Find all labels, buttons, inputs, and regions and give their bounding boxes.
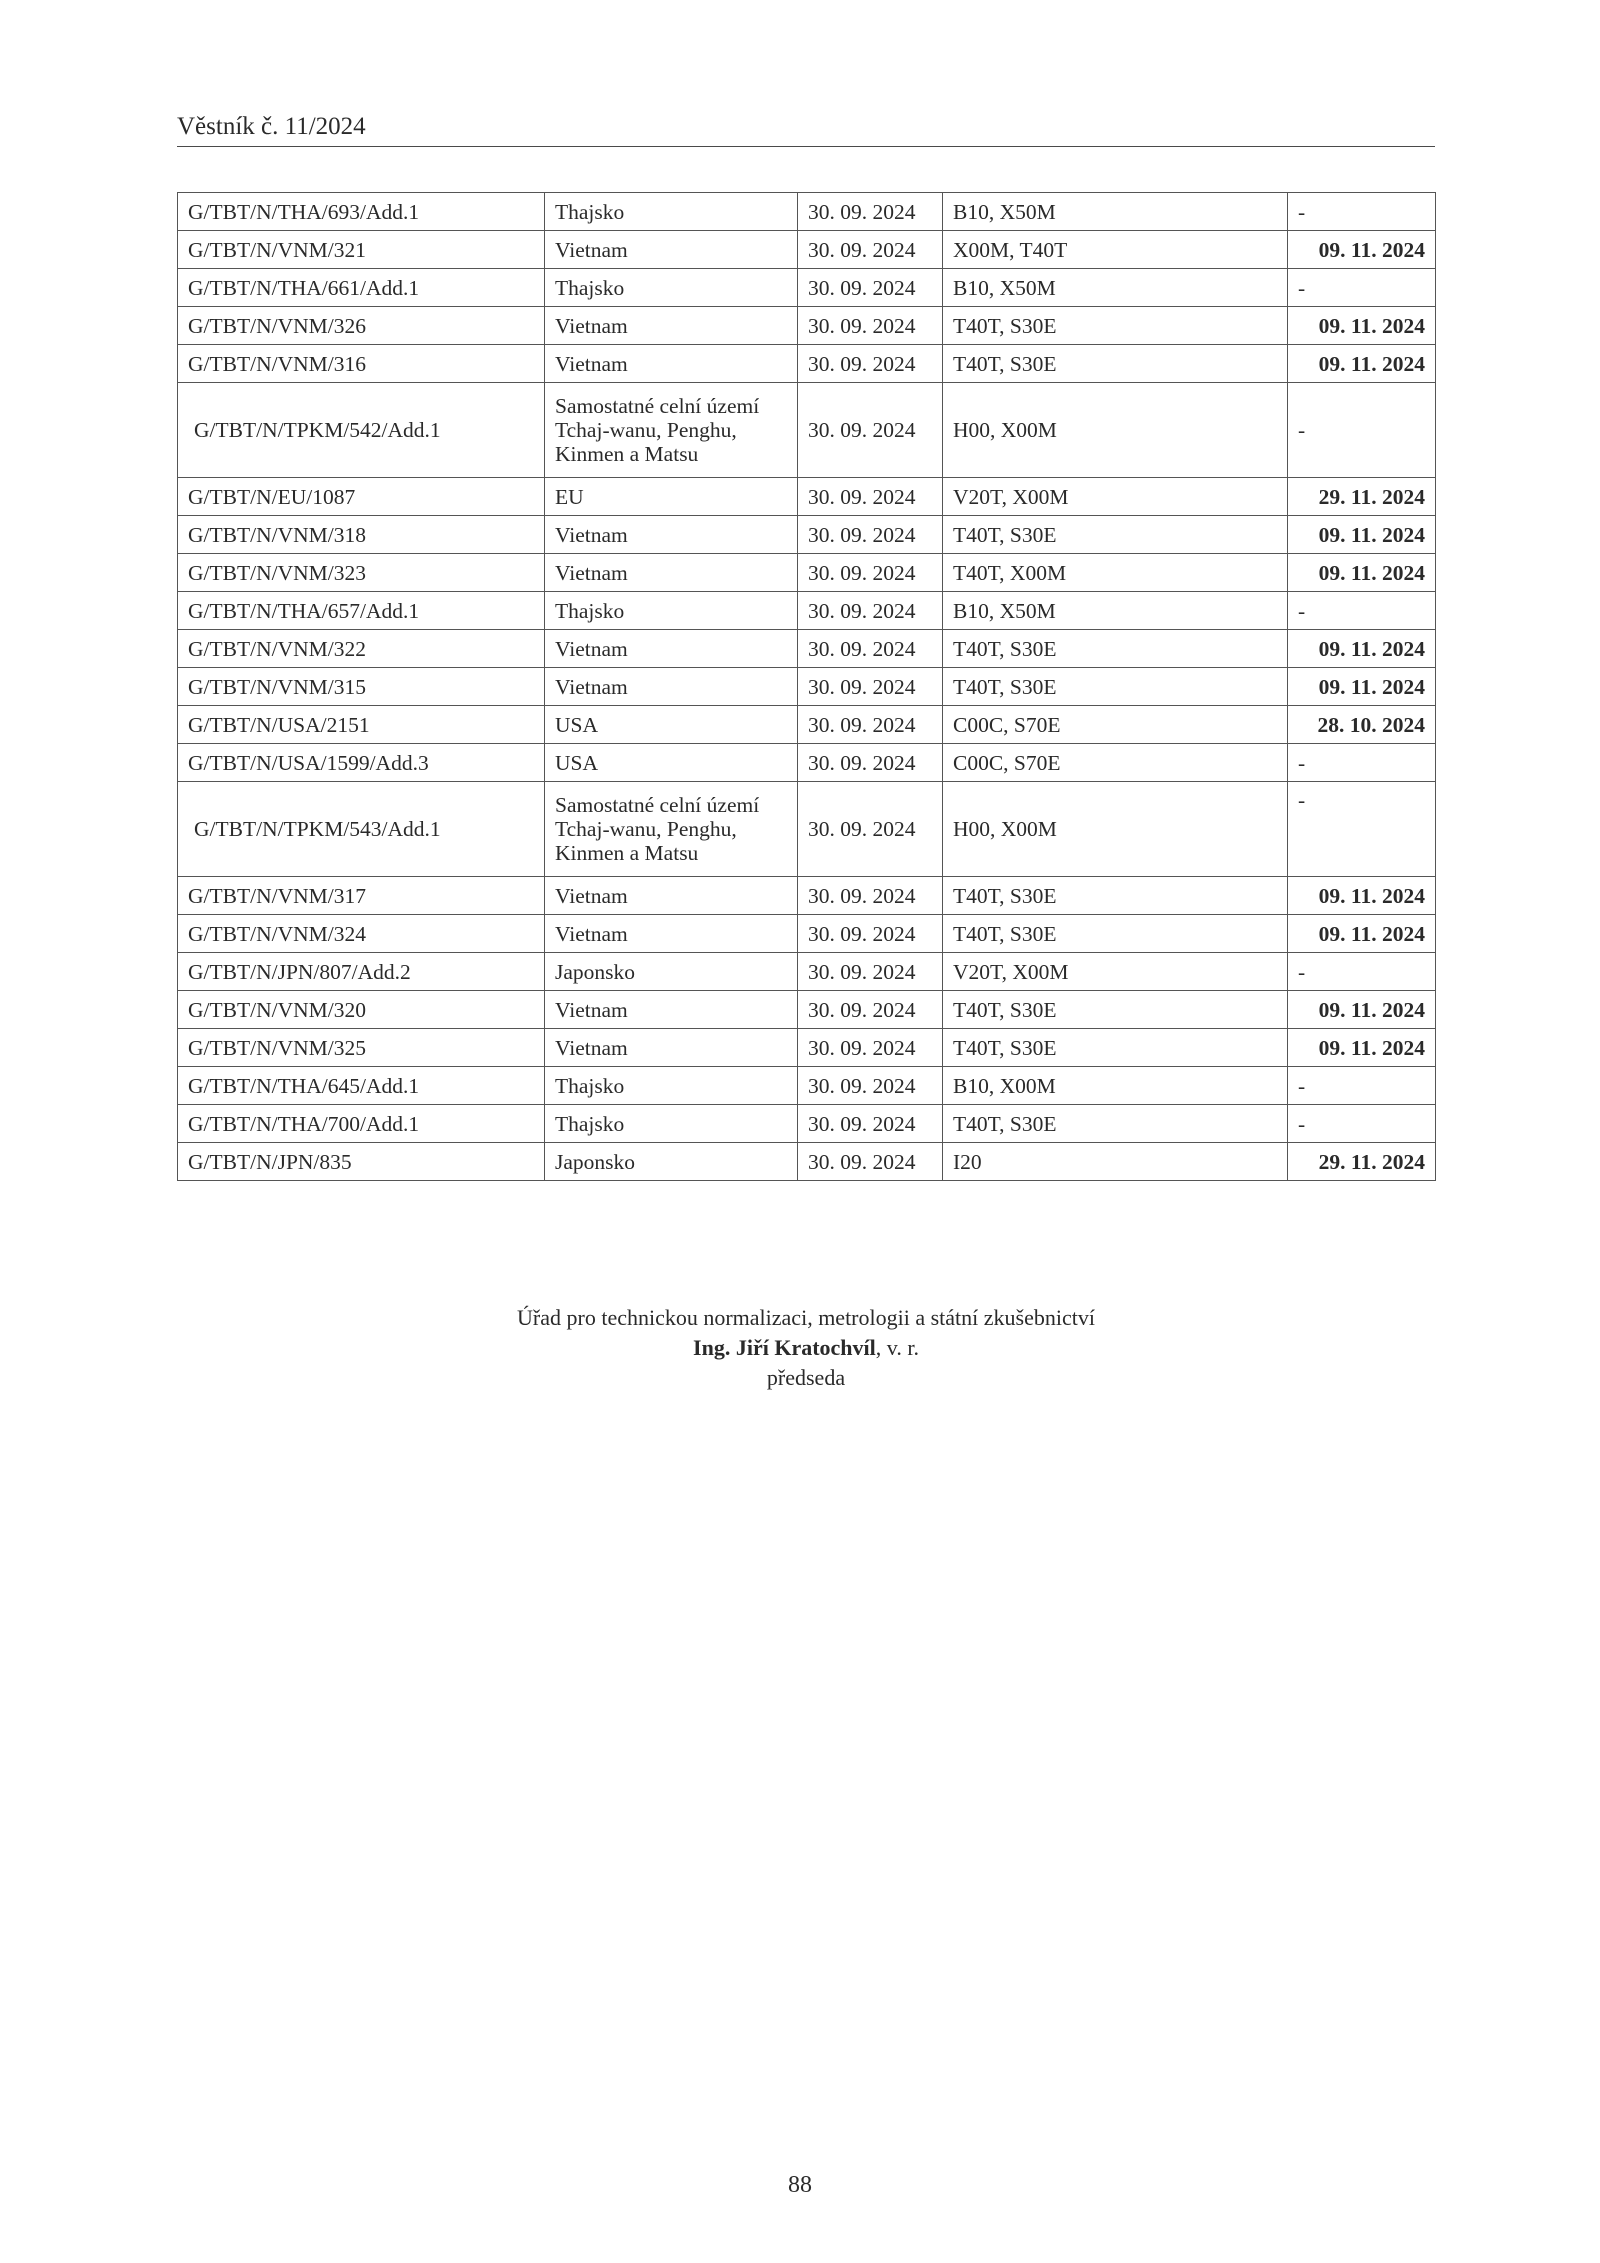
date-cell: 30. 09. 2024 — [798, 953, 943, 991]
ics-code-cell: I20 — [943, 1143, 1288, 1181]
deadline-cell: 28. 10. 2024 — [1288, 706, 1436, 744]
ics-code-cell: T40T, S30E — [943, 630, 1288, 668]
table-row — [178, 478, 1436, 516]
table-row — [178, 744, 1436, 782]
date-cell: 30. 09. 2024 — [798, 516, 943, 554]
ics-code-cell: B10, X00M — [943, 1067, 1288, 1105]
table-row — [178, 345, 1436, 383]
country-cell: Vietnam — [545, 1029, 798, 1067]
signatory-name: Ing. Jiří Kratochvíl — [693, 1335, 876, 1360]
table-row — [178, 1067, 1436, 1105]
deadline-cell: - — [1288, 592, 1436, 630]
office-name: Úřad pro technickou normalizaci, metrologii a státní zkušebnictví — [517, 1305, 1095, 1330]
date-cell: 30. 09. 2024 — [798, 345, 943, 383]
table-row — [178, 307, 1436, 345]
table-row — [178, 706, 1436, 744]
ics-code-cell: T40T, S30E — [943, 668, 1288, 706]
table-row — [178, 383, 1436, 478]
ics-code-cell: T40T, X00M — [943, 554, 1288, 592]
deadline-cell: 09. 11. 2024 — [1288, 516, 1436, 554]
deadline-cell: 09. 11. 2024 — [1288, 991, 1436, 1029]
country-cell: USA — [545, 744, 798, 782]
country-cell: Thajsko — [545, 269, 798, 307]
date-cell: 30. 09. 2024 — [798, 307, 943, 345]
deadline-cell: - — [1288, 744, 1436, 782]
deadline-cell: 09. 11. 2024 — [1288, 1029, 1436, 1067]
ics-code-cell: T40T, S30E — [943, 991, 1288, 1029]
notification-code-cell: G/TBT/N/VNM/316 — [178, 345, 545, 383]
date-cell: 30. 09. 2024 — [798, 668, 943, 706]
ics-code-cell: B10, X50M — [943, 269, 1288, 307]
country-cell: Thajsko — [545, 592, 798, 630]
date-cell: 30. 09. 2024 — [798, 1029, 943, 1067]
table-row — [178, 1029, 1436, 1067]
date-cell: 30. 09. 2024 — [798, 383, 943, 478]
date-cell: 30. 09. 2024 — [798, 193, 943, 231]
deadline-cell: - — [1288, 383, 1436, 478]
date-cell: 30. 09. 2024 — [798, 1067, 943, 1105]
signatory-line — [177, 1333, 1435, 1363]
deadline-cell: 09. 11. 2024 — [1288, 915, 1436, 953]
table-row — [178, 953, 1436, 991]
notification-code-cell: G/TBT/N/VNM/323 — [178, 554, 545, 592]
notification-code-cell: G/TBT/N/USA/2151 — [178, 706, 545, 744]
country-cell: Thajsko — [545, 193, 798, 231]
date-cell: 30. 09. 2024 — [798, 269, 943, 307]
country-cell: Thajsko — [545, 1067, 798, 1105]
table-row — [178, 1143, 1436, 1181]
country-cell: Vietnam — [545, 991, 798, 1029]
deadline-cell: 09. 11. 2024 — [1288, 877, 1436, 915]
ics-code-cell: H00, X00M — [943, 383, 1288, 478]
signatory-suffix: , v. r. — [875, 1335, 919, 1360]
notification-code-cell: G/TBT/N/THA/661/Add.1 — [178, 269, 545, 307]
ics-code-cell: V20T, X00M — [943, 478, 1288, 516]
bulletin-title: Věstník č. 11/2024 — [177, 113, 366, 140]
page-number: 88 — [788, 2172, 812, 2198]
ics-code-cell: C00C, S70E — [943, 706, 1288, 744]
table-row — [178, 592, 1436, 630]
date-cell: 30. 09. 2024 — [798, 1143, 943, 1181]
country-cell: USA — [545, 706, 798, 744]
notification-code-cell: G/TBT/N/VNM/318 — [178, 516, 545, 554]
notification-code-cell: G/TBT/N/THA/693/Add.1 — [178, 193, 545, 231]
ics-code-cell: X00M, T40T — [943, 231, 1288, 269]
date-cell: 30. 09. 2024 — [798, 706, 943, 744]
notification-code-cell: G/TBT/N/THA/657/Add.1 — [178, 592, 545, 630]
deadline-cell: - — [1288, 953, 1436, 991]
country-cell: Vietnam — [545, 877, 798, 915]
notifications-table — [177, 192, 1436, 1181]
table-row — [178, 877, 1436, 915]
notification-code-cell: G/TBT/N/VNM/315 — [178, 668, 545, 706]
table-row — [178, 193, 1436, 231]
country-cell: Vietnam — [545, 915, 798, 953]
notification-code-cell: G/TBT/N/VNM/320 — [178, 991, 545, 1029]
notification-code-cell: G/TBT/N/VNM/326 — [178, 307, 545, 345]
ics-code-cell: T40T, S30E — [943, 915, 1288, 953]
table-row — [178, 516, 1436, 554]
notification-code-cell: G/TBT/N/VNM/321 — [178, 231, 545, 269]
notification-code-cell: G/TBT/N/TPKM/542/Add.1 — [178, 383, 545, 478]
ics-code-cell: B10, X50M — [943, 592, 1288, 630]
date-cell: 30. 09. 2024 — [798, 231, 943, 269]
table-row — [178, 269, 1436, 307]
notification-code-cell: G/TBT/N/VNM/324 — [178, 915, 545, 953]
country-cell: Vietnam — [545, 231, 798, 269]
notification-code-cell: G/TBT/N/USA/1599/Add.3 — [178, 744, 545, 782]
notification-code-cell: G/TBT/N/VNM/317 — [178, 877, 545, 915]
ics-code-cell: B10, X50M — [943, 193, 1288, 231]
table-row — [178, 782, 1436, 877]
deadline-cell: 09. 11. 2024 — [1288, 668, 1436, 706]
country-cell: Samostatné celní území Tchaj-wanu, Penghu, Kinmen a Matsu — [545, 782, 798, 877]
deadline-cell: 09. 11. 2024 — [1288, 307, 1436, 345]
date-cell: 30. 09. 2024 — [798, 744, 943, 782]
table-row — [178, 231, 1436, 269]
ics-code-cell: T40T, S30E — [943, 1029, 1288, 1067]
deadline-cell: 09. 11. 2024 — [1288, 231, 1436, 269]
country-cell: Japonsko — [545, 953, 798, 991]
ics-code-cell: C00C, S70E — [943, 744, 1288, 782]
table-row — [178, 915, 1436, 953]
date-cell: 30. 09. 2024 — [798, 592, 943, 630]
ics-code-cell: T40T, S30E — [943, 516, 1288, 554]
country-cell: Vietnam — [545, 307, 798, 345]
ics-code-cell: T40T, S30E — [943, 877, 1288, 915]
deadline-cell: 09. 11. 2024 — [1288, 345, 1436, 383]
notification-code-cell: G/TBT/N/EU/1087 — [178, 478, 545, 516]
ics-code-cell: H00, X00M — [943, 782, 1288, 877]
deadline-cell: 29. 11. 2024 — [1288, 478, 1436, 516]
signatory-role: předseda — [766, 1365, 846, 1390]
date-cell: 30. 09. 2024 — [798, 877, 943, 915]
date-cell: 30. 09. 2024 — [798, 1105, 943, 1143]
date-cell: 30. 09. 2024 — [798, 478, 943, 516]
date-cell: 30. 09. 2024 — [798, 915, 943, 953]
country-cell: Samostatné celní území Tchaj-wanu, Penghu, Kinmen a Matsu — [545, 383, 798, 478]
notification-code-cell: G/TBT/N/THA/700/Add.1 — [178, 1105, 545, 1143]
country-cell: Vietnam — [545, 630, 798, 668]
notification-code-cell: G/TBT/N/JPN/807/Add.2 — [178, 953, 545, 991]
country-cell: Vietnam — [545, 554, 798, 592]
notification-code-cell: G/TBT/N/VNM/325 — [178, 1029, 545, 1067]
country-cell: EU — [545, 478, 798, 516]
date-cell: 30. 09. 2024 — [798, 630, 943, 668]
deadline-cell: - — [1288, 782, 1436, 877]
date-cell: 30. 09. 2024 — [798, 782, 943, 877]
table-row — [178, 630, 1436, 668]
country-cell: Vietnam — [545, 668, 798, 706]
deadline-cell: - — [1288, 269, 1436, 307]
country-cell: Japonsko — [545, 1143, 798, 1181]
table-row — [178, 554, 1436, 592]
date-cell: 30. 09. 2024 — [798, 554, 943, 592]
page-header — [177, 112, 1435, 147]
deadline-cell: - — [1288, 1105, 1436, 1143]
deadline-cell: 09. 11. 2024 — [1288, 554, 1436, 592]
country-cell: Vietnam — [545, 345, 798, 383]
table-body — [178, 193, 1436, 1181]
country-cell: Thajsko — [545, 1105, 798, 1143]
deadline-cell: - — [1288, 1067, 1436, 1105]
notification-code-cell: G/TBT/N/TPKM/543/Add.1 — [178, 782, 545, 877]
ics-code-cell: T40T, S30E — [943, 345, 1288, 383]
table-row — [178, 991, 1436, 1029]
notification-code-cell: G/TBT/N/VNM/322 — [178, 630, 545, 668]
signature-block — [177, 1303, 1435, 1393]
deadline-cell: - — [1288, 193, 1436, 231]
notification-code-cell: G/TBT/N/THA/645/Add.1 — [178, 1067, 545, 1105]
ics-code-cell: T40T, S30E — [943, 307, 1288, 345]
ics-code-cell: T40T, S30E — [943, 1105, 1288, 1143]
deadline-cell: 09. 11. 2024 — [1288, 630, 1436, 668]
deadline-cell: 29. 11. 2024 — [1288, 1143, 1436, 1181]
table-row — [178, 1105, 1436, 1143]
country-cell: Vietnam — [545, 516, 798, 554]
table-row — [178, 668, 1436, 706]
date-cell: 30. 09. 2024 — [798, 991, 943, 1029]
notification-code-cell: G/TBT/N/JPN/835 — [178, 1143, 545, 1181]
ics-code-cell: V20T, X00M — [943, 953, 1288, 991]
